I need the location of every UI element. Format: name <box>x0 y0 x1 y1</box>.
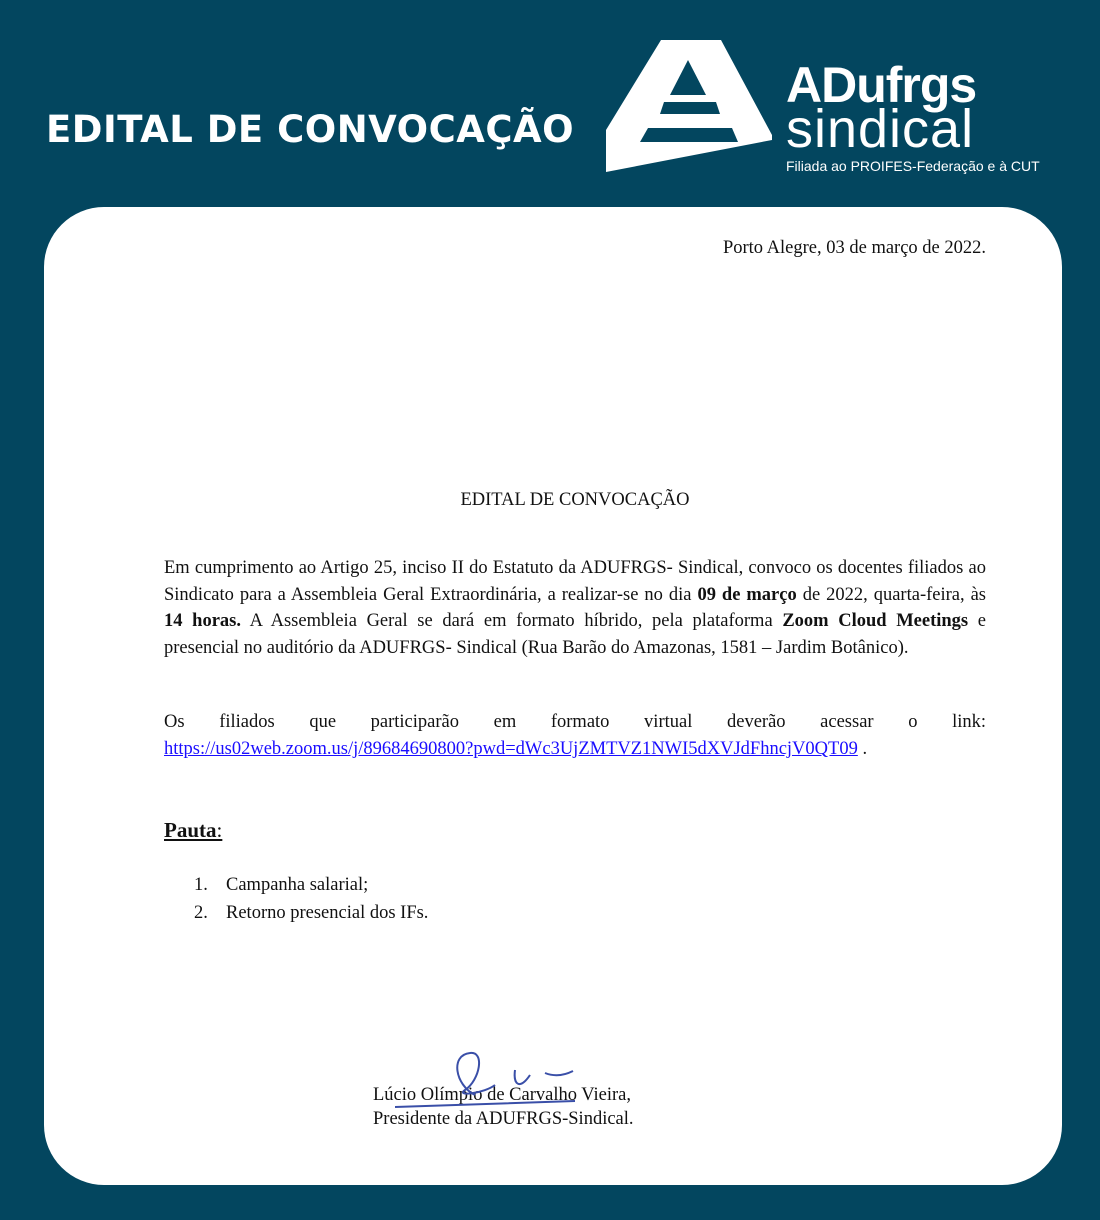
document-date: Porto Alegre, 03 de março de 2022. <box>722 238 986 258</box>
handwritten-signature <box>395 1045 585 1115</box>
list-item <box>194 871 1016 899</box>
adufrgs-logo <box>606 40 1056 180</box>
link-line <box>164 736 986 763</box>
logo-a-icon <box>606 40 774 172</box>
logo-sub: sindical <box>786 99 975 159</box>
document-title: EDITAL DE CONVOCAÇÃO <box>460 490 690 510</box>
text: Em cumprimento ao Artigo 25, inciso II do Estatuto da ADUFRGS- Sindical, convoco os docentes filiados ao Sindicato para a Assembleia Geral Extraordinária, a realizar-se no dia <box>164 558 986 605</box>
header-title: EDITAL DE CONVOCAÇÃO <box>46 108 575 151</box>
platform-bold: Zoom Cloud Meetings <box>782 611 969 631</box>
date-bold: 09 de março <box>697 584 797 605</box>
text: e presencial no auditório da ADUFRGS- Sindical (Rua Barão do Amazonas, 1581 – Jardim Botânico). <box>164 611 986 658</box>
pauta-list <box>194 871 1016 927</box>
link-suffix: . <box>857 739 868 759</box>
item-text: Campanha salarial; <box>226 875 369 895</box>
logo-name: ADufrgs <box>786 57 977 113</box>
pauta-colon: : <box>216 818 223 842</box>
item-number: 1. <box>194 875 208 895</box>
signer-name: Lúcio Olímpio de Carvalho Vieira, <box>373 1085 631 1105</box>
time-bold: 14 horas. <box>164 611 241 631</box>
zoom-link[interactable]: https://us02web.zoom.us/j/89684690800?pwd=dWc3UjZMTVZ1NWI5dXVJdFhncjV0QT09 <box>164 739 858 759</box>
paragraph-convocation <box>164 555 986 661</box>
list-item <box>194 899 1016 927</box>
pauta-label: Pauta <box>164 818 217 842</box>
document-card <box>44 207 1062 1185</box>
item-number: 2. <box>194 903 208 923</box>
text: de 2022, quarta-feira, às <box>796 584 986 605</box>
signer-role: Presidente da ADUFRGS-Sindical. <box>373 1109 634 1129</box>
logo-tagline: Filiada ao PROIFES-Federação e à CUT <box>786 158 1040 174</box>
paragraph-link-intro: Os filiados que participarão em formato virtual deverão acessar o link: <box>164 712 986 732</box>
text: A Assembleia Geral se dará em formato híbrido, pela plataforma <box>240 611 783 631</box>
item-text: Retorno presencial dos IFs. <box>226 903 429 923</box>
pauta-heading <box>164 817 986 844</box>
